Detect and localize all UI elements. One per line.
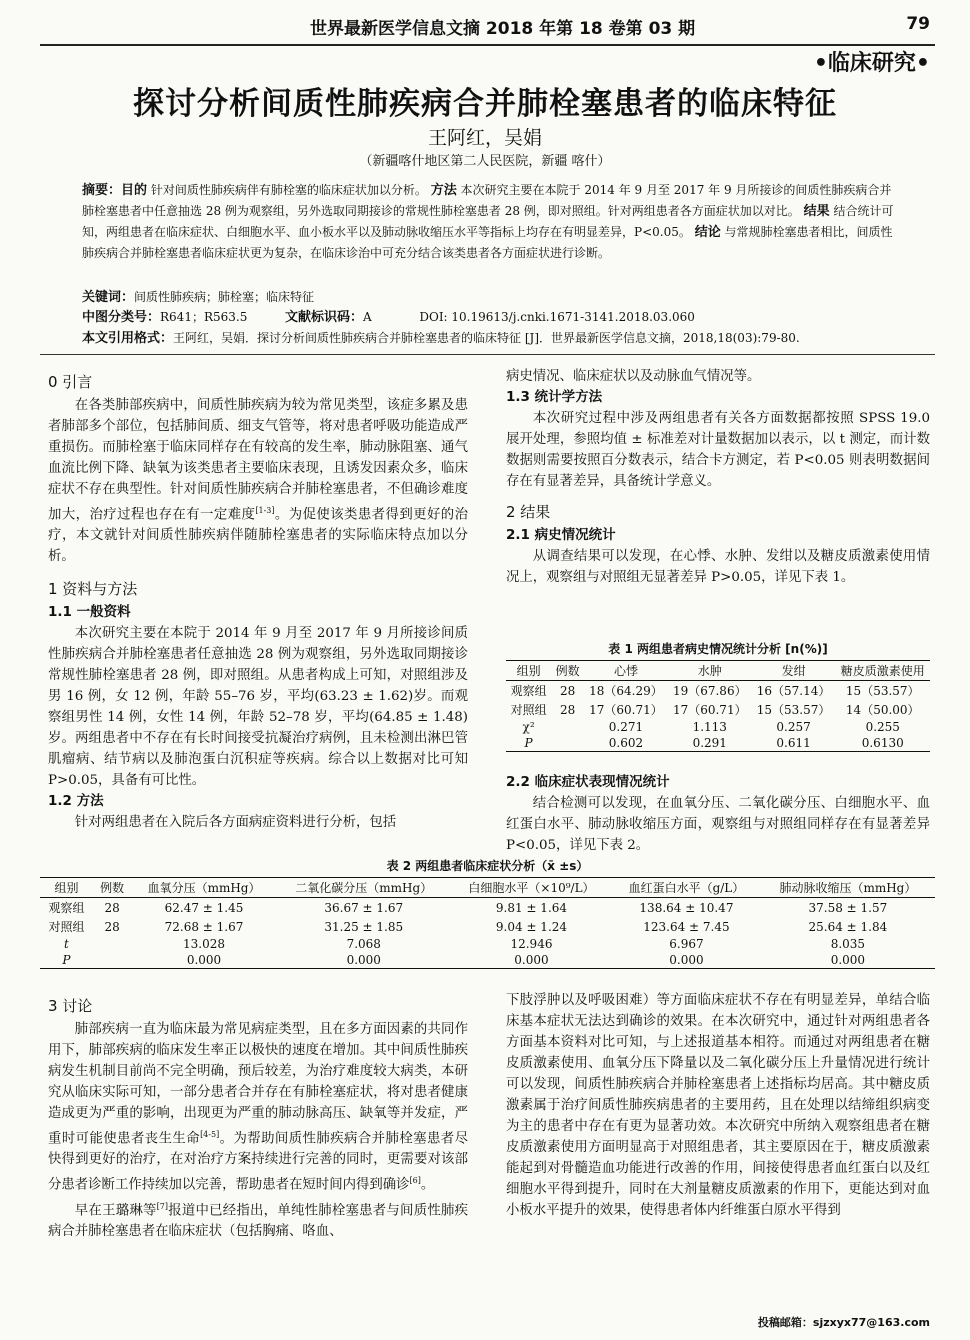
table-cell: 0.255 xyxy=(865,720,900,734)
discussion-text: 。 xyxy=(420,1177,435,1193)
keywords-text: 间质性肺疾病；肺栓塞；临床特征 xyxy=(134,290,315,304)
table-cell: 观察组 xyxy=(48,901,85,915)
objective-text: 针对间质性肺疾病伴有肺栓塞的临床症状加以分析。 xyxy=(150,183,427,197)
table-row xyxy=(506,735,930,752)
table-header: 白细胞水平（×10⁹/L） xyxy=(468,881,595,895)
discussion-text: 肺部疾病一直为临床最为常见病症类型，且在多方面因素的共同作用下，肺部疾病的临床发生率正以极快的速度在增加。其中间质性肺疾病发生机制目前尚不完全明确，预后较差，为治疗难度较大病类，本研究从临床实际可知，一部分患者合并存在有肺栓塞症状，将对患者健康造成更为严重的影响，出现更为严重的肺动脉高压、缺氧等并发症，严重时可能使患者丧生生命 xyxy=(48,1022,468,1147)
table-cell: 7.068 xyxy=(346,937,381,951)
table-cell: 0.000 xyxy=(186,953,222,967)
intro-paragraph xyxy=(48,395,468,567)
authors: 王阿红，吴娟 xyxy=(427,127,542,149)
table-cell: 62.47 ± 1.45 xyxy=(164,900,244,915)
table-cell: 19（67.86） xyxy=(672,684,747,698)
table-header: 组别 xyxy=(54,881,79,895)
methods-text: 本次研究主要在本院于 2014 年 9 月至 2017 年 9 月所接诊的间质性肺疾病合并肺栓塞患者中任意抽选 28 例为观察组，另外选取同期接诊的常规性肺栓塞患者 28 例，即对照组。针对两组患者各方面症状加以对比。 xyxy=(82,183,892,218)
doc-code-value: A xyxy=(363,310,372,324)
table-1-caption: 表 1 两组患者病史情况统计分析 [n(%)] xyxy=(608,642,828,656)
table-cell: 对照组 xyxy=(510,703,547,717)
table-cell: 28 xyxy=(559,702,576,717)
table-cell: 0.000 xyxy=(830,953,866,967)
table-header: 二氧化碳分压（mmHg） xyxy=(295,881,433,895)
running-header xyxy=(0,8,970,38)
table-row xyxy=(40,917,935,936)
table-cell: 0.257 xyxy=(776,720,811,734)
table-cell: 1.113 xyxy=(692,720,727,734)
table-cell: 28 xyxy=(104,919,120,934)
doc-code-label: 文献标识码： xyxy=(285,310,364,325)
table-header: 糖皮质激素使用 xyxy=(840,664,925,678)
results-label: 结果 xyxy=(803,204,830,219)
table-row xyxy=(40,898,935,918)
table-1-block xyxy=(506,640,930,752)
heading-methods: 1 资料与方法 xyxy=(48,580,138,599)
table-header: 血红蛋白水平（g/L） xyxy=(628,881,745,895)
abstract-rule xyxy=(40,354,935,355)
keywords xyxy=(82,286,897,305)
table-cell: 36.67 ± 1.67 xyxy=(324,900,404,915)
table-header: 心悸 xyxy=(613,664,638,678)
table-row xyxy=(506,681,930,701)
table-row xyxy=(506,719,930,735)
table-cell: 17（60.71） xyxy=(672,703,747,717)
table-cell: 31.25 ± 1.85 xyxy=(324,919,404,934)
affiliation: （新疆喀什地区第二人民医院，新疆 喀什） xyxy=(359,154,611,169)
page-number: 79 xyxy=(906,14,930,34)
symptoms-paragraph: 结合检测可以发现，在血氧分压、二氧化碳分压、白细胞水平、血红蛋白水平、肺动脉收缩压方面，观察组与对照组同样存在有显著差异 P<0.05，详见下表 2。 xyxy=(506,796,930,853)
table-cell: 0.291 xyxy=(692,736,727,750)
table-1 xyxy=(506,660,930,752)
table-header: 例数 xyxy=(555,664,580,678)
table-cell: P xyxy=(62,953,71,967)
table-cell: 0.602 xyxy=(608,736,644,750)
abstract-label: 摘要： xyxy=(82,183,122,198)
discussion-text: 。为帮助间质性肺疾病合并肺栓塞患者尽快得到更好的治疗，在对治疗方案持续进行完善的同时，更需要对该部分患者诊断工作持续加以完善，帮助患者在短时间内得到确诊 xyxy=(48,1131,469,1193)
heading-1-2: 1.2 方法 xyxy=(48,793,104,810)
discussion-text: 早在王璐琳等 xyxy=(74,1203,157,1219)
table-cell: 12.946 xyxy=(510,937,553,951)
right-column-section-2-2 xyxy=(506,772,930,856)
table-cell: 9.04 ± 1.24 xyxy=(495,919,568,934)
citation-text: 王阿红，吴娟．探讨分析间质性肺疾病合并肺栓塞患者的临床特征 [J]．世界最新医学信息文摘，2018,18(03):79-80. xyxy=(173,331,800,345)
table-row xyxy=(506,700,930,719)
table-header: 例数 xyxy=(100,881,125,895)
table-2-block xyxy=(40,857,935,969)
doi: DOI: 10.19613/j.cnki.1671-3141.2018.03.060 xyxy=(419,310,695,324)
right-column-upper xyxy=(506,366,930,588)
heading-2-2: 2.2 临床症状表现情况统计 xyxy=(506,774,670,790)
stats-paragraph: 本次研究过程中涉及两组患者有关各方面数据都按照 SPSS 19.0 展开处理，参照均值 ± 标准差对计量数据加以表示，以 t 测定，而计数数据则需要按照百分数表示，结合卡方测定，若 P<0.05 则表明数据间存在有显著差异，具备统计学意义。 xyxy=(506,411,930,489)
keywords-label: 关键词： xyxy=(82,290,135,305)
heading-introduction: 0 引言 xyxy=(48,373,93,391)
history-paragraph: 从调查结果可以发现，在心悸、水肿、发绀以及糖皮质激素使用情况上，观察组与对照组无显著差异 P>0.05，详见下表 1。 xyxy=(506,549,930,585)
discussion-paragraph-1 xyxy=(48,1019,468,1196)
discussion-text: 报道中已经指出，单纯性肺栓塞患者与间质性肺疾病合并肺栓塞患者在临床症状（包括胸痛、咯血、 xyxy=(48,1203,468,1240)
table-cell: 17（60.71） xyxy=(589,703,663,717)
table-cell: 18（64.29） xyxy=(589,684,663,698)
table-cell: 0.000 xyxy=(514,953,549,967)
table-cell: 0.6130 xyxy=(861,736,904,750)
table-cell xyxy=(93,952,131,969)
table-row xyxy=(40,952,935,969)
heading-1-3: 1.3 统计学方法 xyxy=(506,389,603,405)
section-tag: •临床研究• xyxy=(813,51,930,76)
table-header: 发绀 xyxy=(781,664,806,678)
intro-text-tail: 。为促使该类患者得到更好的治疗，本文就针对间质性肺疾病伴随肺栓塞患者的实际临床特点加以分析。 xyxy=(48,507,469,565)
table-cell: 138.64 ± 10.47 xyxy=(639,900,734,915)
table-cell xyxy=(551,735,584,752)
general-data-paragraph: 本次研究主要在本院于 2014 年 9 月至 2017 年 9 月所接诊间质性肺疾病合并肺栓塞患者任意抽选 28 例为观察组，另外选取同期接诊常规性肺栓塞患者 28 例，即对照组。从患者构成上可知，对照组涉及男 16 例，女 12 例，年龄 55–76 岁，平均(63.23 ± 1.62)岁。而观察组男性 14 例，女性 14 例，年龄 52–78 岁，平均(64.85 ± 1.48)岁。两组患者中不存在有长时间接受抗凝治疗病例，且未检测出淋巴管肌瘤病、结节病以及肺泡蛋白沉积症等疾病。综合以上数据对比可知 P>0.05，具备有可比性。 xyxy=(48,626,468,789)
table-row xyxy=(40,936,935,952)
table-cell: 0.271 xyxy=(608,720,644,734)
abstract xyxy=(82,180,897,264)
table-cell: t xyxy=(64,937,69,951)
right-column-discussion xyxy=(506,990,930,1221)
methods-paragraph-cont: 病史情况、临床症状以及动脉血气情况等。 xyxy=(506,369,761,384)
table-cell: 9.81 ± 1.64 xyxy=(495,900,568,915)
submission-email: 投稿邮箱：sjzxyx77@163.com xyxy=(757,1316,930,1329)
discussion-ref: [7] xyxy=(156,1201,168,1211)
table-header: 肺动脉收缩压（mmHg） xyxy=(779,881,917,895)
clc-value: R641；R563.5 xyxy=(160,310,248,324)
citation-label: 本文引用格式： xyxy=(82,331,174,346)
conclusion-label: 结论 xyxy=(694,225,721,240)
table-cell: 25.64 ± 1.84 xyxy=(808,919,888,934)
results-text: 结合统计可知，两组患者在临床症状、白细胞水平、血小板水平以及肺动脉收缩压水平等指标上均存在有明显差异，P<0.05。 xyxy=(82,204,894,239)
table-cell: 37.58 ± 1.57 xyxy=(808,900,888,915)
header-rule xyxy=(40,44,935,46)
intro-ref: [1-3] xyxy=(255,506,275,515)
table-cell: 0.611 xyxy=(776,736,811,750)
table-cell: 15（53.57） xyxy=(756,703,831,717)
table-cell: 0.000 xyxy=(346,953,381,967)
journal-name: 世界最新医学信息文摘 2018 年第 18 卷第 03 期 xyxy=(310,19,696,39)
discussion-ref: [4-5] xyxy=(200,1130,220,1139)
table-2-caption: 表 2 两组患者临床症状分析（x̄ ±s） xyxy=(386,859,589,873)
conclusion-text: 与常规肺栓塞患者相比，间质性肺疾病合并肺栓塞患者临床症状更为复杂，在临床诊治中可充分结合该类患者各方面症状进行诊断。 xyxy=(82,225,893,260)
discussion-ref: [6] xyxy=(409,1176,421,1186)
left-column-discussion xyxy=(48,990,468,1242)
table-cell: 28 xyxy=(104,900,120,915)
discussion-paragraph-2 xyxy=(48,1196,468,1242)
intro-text: 在各类肺部疾病中，间质性肺疾病为较为常见类型，该症多累及患者肺部多个部位，包括肺间质、细支气管等，将对患者呼吸功能造成严重损伤。而肺栓塞于临床同样存在有较高的发生率，肺动脉阻塞、通气血流比例下降、缺氧为该类患者主要临床表现，且诱发因素众多，临床症状不存在典型性。针对间质性肺疾病合并肺栓塞患者，不但确诊难度加大，治疗过程也存在有一定难度 xyxy=(48,398,468,523)
clc-label: 中图分类号： xyxy=(82,310,161,325)
table-cell: 观察组 xyxy=(510,684,547,698)
table-cell xyxy=(93,936,131,952)
table-cell: 15（53.57） xyxy=(845,684,920,698)
article-title: 探讨分析间质性肺疾病合并肺栓塞患者的临床特征 xyxy=(133,86,837,122)
table-cell xyxy=(551,719,584,735)
methods-label: 方法 xyxy=(430,183,457,198)
table-header: 组别 xyxy=(516,664,541,678)
table-cell: 6.967 xyxy=(669,937,704,951)
table-cell: 72.68 ± 1.67 xyxy=(164,919,244,934)
table-header: 血氧分压（mmHg） xyxy=(147,881,261,895)
table-cell: 8.035 xyxy=(830,937,866,951)
heading-1-1: 1.1 一般资料 xyxy=(48,604,131,621)
objective-label: 目的 xyxy=(121,183,148,198)
table-cell: 14（50.00） xyxy=(845,703,920,717)
table-cell: 13.028 xyxy=(183,937,226,951)
table-header: 水肿 xyxy=(697,664,722,678)
table-cell: P xyxy=(524,736,533,750)
classification xyxy=(82,306,897,325)
table-cell: 123.64 ± 7.45 xyxy=(643,919,730,934)
heading-results: 2 结果 xyxy=(506,503,551,521)
discussion-paragraph-cont: 下肢浮肿以及呼吸困难）等方面临床症状不存在有明显差异，单结合临床基本症状无法达到确诊的效果。在本次研究中，通过针对两组患者各方面基本资料对比可知，与上述报道基本相符。而通过对两组患者在糖皮质激素使用、血氧分压下降量以及二氧化碳分压上升量情况进行统计可以发现，间质性肺疾病合并肺栓塞患者上述指标均居高。其中糖皮质激素属于治疗间质性肺疾病患者的主要用药，且在处理以结缔组织病变为主的患者中存在有更为显著功效。本次研究中所纳入观察组患者在糖皮质激素使用方面明显高于对照组患者，其主要原因在于，糖皮质激素能起到对骨髓造血功能进行改善的作用，间接使得患者血红蛋白以及红细胞水平得到提升，同时在大剂量糖皮质激素的作用下，更能达到对血小板水平提升的效果，使得患者体内纤维蛋白原水平得到 xyxy=(506,993,930,1218)
table-cell: 28 xyxy=(559,683,576,698)
table-2 xyxy=(40,877,935,969)
citation xyxy=(82,327,897,346)
table-cell: 0.000 xyxy=(669,953,704,967)
methods-paragraph: 针对两组患者在入院后各方面病症资料进行分析，包括 xyxy=(74,815,397,831)
heading-2-1: 2.1 病史情况统计 xyxy=(506,527,616,543)
table-cell: 16（57.14） xyxy=(756,684,831,698)
heading-discussion: 3 讨论 xyxy=(48,997,93,1015)
left-column-upper xyxy=(48,366,468,833)
table-cell: χ² xyxy=(522,720,535,734)
table-cell: 对照组 xyxy=(48,920,85,934)
